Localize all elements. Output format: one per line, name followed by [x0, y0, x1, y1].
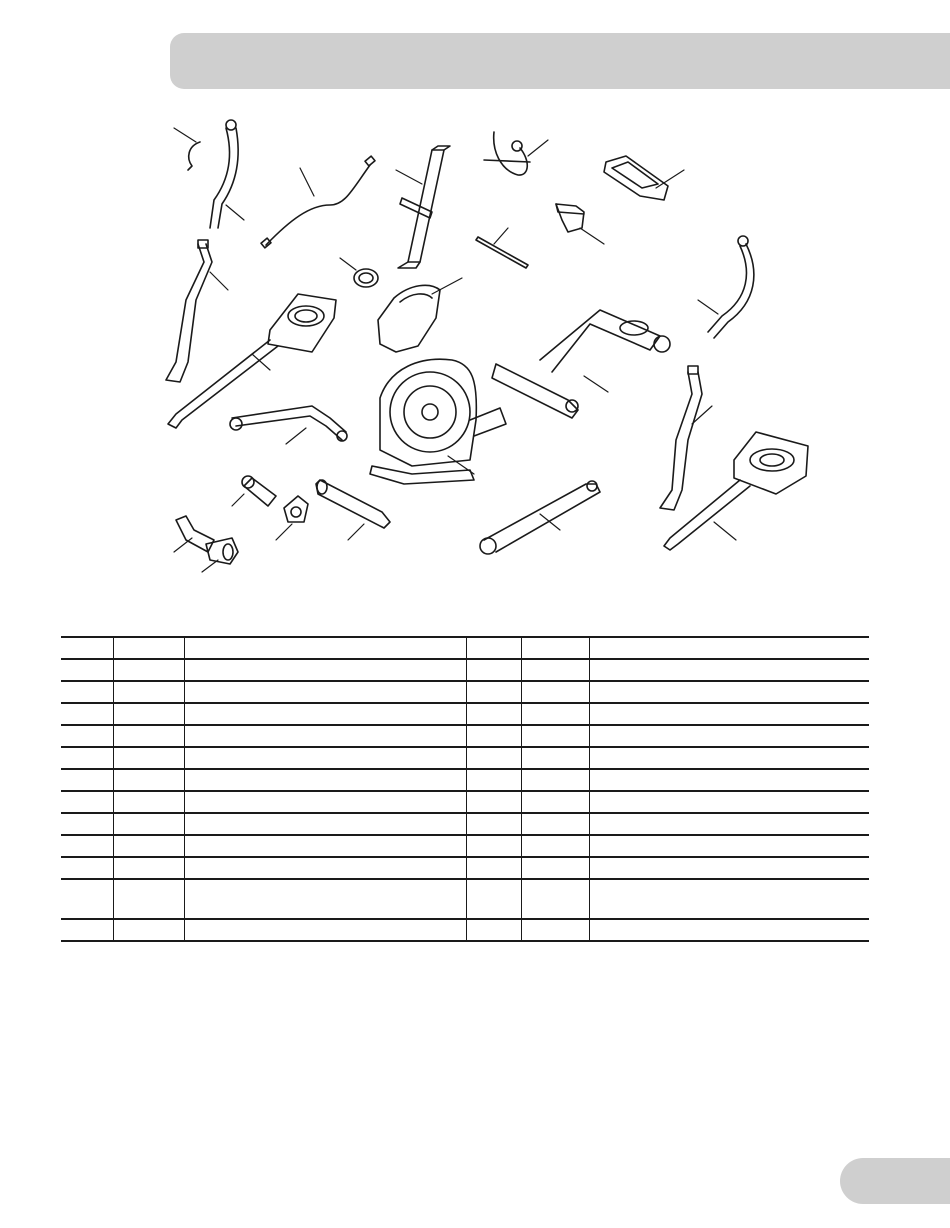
table-cell: [61, 879, 113, 919]
table-cell: [113, 703, 184, 725]
table-cell: [113, 747, 184, 769]
table-cell: [184, 919, 466, 941]
table-cell: [589, 703, 869, 725]
table-cell: [113, 659, 184, 681]
header-cell: [61, 637, 113, 659]
main-frame-base: [370, 359, 506, 484]
right-pedal-beam: [664, 432, 808, 550]
header-cell: [466, 637, 521, 659]
table-cell: [521, 703, 589, 725]
table-cell: [589, 681, 869, 703]
table-cell: [61, 703, 113, 725]
table-cell: [61, 857, 113, 879]
rear-base-stabilizer: [492, 310, 670, 418]
table-cell: [113, 791, 184, 813]
right-upright-arm: [210, 120, 244, 228]
table-cell: [184, 835, 466, 857]
table-cell: [184, 857, 466, 879]
table-header-row: [61, 637, 869, 659]
table-cell: [521, 791, 589, 813]
table-row: [61, 919, 869, 941]
table-cell: [589, 791, 869, 813]
left-crank-arm: [230, 406, 347, 444]
table-cell: [466, 791, 521, 813]
table-cell: [466, 703, 521, 725]
table-cell: [521, 769, 589, 791]
table-row: [61, 857, 869, 879]
table-cell: [589, 769, 869, 791]
table-cell: [184, 703, 466, 725]
table-cell: [466, 879, 521, 919]
table-row: [61, 703, 869, 725]
table-cell: [61, 659, 113, 681]
table-cell: [113, 835, 184, 857]
table-cell: [521, 725, 589, 747]
table-cell: [61, 681, 113, 703]
left-lower-arm: [166, 240, 228, 382]
table-cell: [466, 747, 521, 769]
crossbar-rod: [476, 228, 528, 268]
console: [604, 156, 684, 200]
header-cell: [113, 637, 184, 659]
table-cell: [589, 835, 869, 857]
table-cell: [521, 681, 589, 703]
table-cell: [521, 747, 589, 769]
table-cell: [466, 769, 521, 791]
table-cell: [113, 857, 184, 879]
table-cell: [184, 813, 466, 835]
table-cell: [521, 659, 589, 681]
table-cell: [521, 919, 589, 941]
table-cell: [589, 857, 869, 879]
table-cell: [184, 659, 466, 681]
table-row: [61, 813, 869, 835]
table-row: [61, 835, 869, 857]
page-number-tab: [840, 1158, 950, 1204]
pivot-bushing: [232, 476, 276, 506]
header-cell: [589, 637, 869, 659]
table-cell: [521, 813, 589, 835]
table-cell: [589, 879, 869, 919]
cable-clip: [174, 128, 200, 170]
right-upper-arm: [698, 236, 754, 338]
left-pedal-beam: [168, 294, 336, 428]
table-cell: [521, 835, 589, 857]
header-cell: [521, 637, 589, 659]
table-cell: [61, 791, 113, 813]
table-cell: [184, 725, 466, 747]
table-cell: [466, 835, 521, 857]
table-cell: [466, 681, 521, 703]
table-cell: [61, 919, 113, 941]
table-row: [61, 769, 869, 791]
table-cell: [589, 747, 869, 769]
elbow-joint: [174, 516, 214, 552]
table-cell: [184, 791, 466, 813]
right-lower-arm: [660, 366, 712, 510]
table-cell: [113, 813, 184, 835]
drive-shroud: [378, 278, 462, 352]
table-row: [61, 747, 869, 769]
table-cell: [466, 857, 521, 879]
parts-list-table: [61, 636, 869, 942]
table-cell: [61, 813, 113, 835]
table-cell: [589, 725, 869, 747]
header-cell: [184, 637, 466, 659]
pivot-connector: [276, 496, 308, 540]
washer-ring: [340, 258, 378, 287]
table-cell: [61, 725, 113, 747]
table-cell: [61, 747, 113, 769]
table-row: [61, 725, 869, 747]
table-cell: [184, 769, 466, 791]
table-cell: [466, 725, 521, 747]
table-cell: [61, 769, 113, 791]
table-cell: [113, 725, 184, 747]
front-post: [396, 146, 450, 268]
table-row: [61, 681, 869, 703]
joint-sleeve: [202, 538, 238, 572]
table-cell: [466, 813, 521, 835]
table-cell: [521, 879, 589, 919]
table-cell: [113, 681, 184, 703]
axle-tube: [316, 480, 390, 540]
table-row: [61, 879, 869, 919]
table-row: [61, 791, 869, 813]
upper-handlebar: [484, 132, 548, 175]
table-cell: [184, 879, 466, 919]
console-bracket: [556, 204, 604, 244]
table-cell: [184, 747, 466, 769]
table-cell: [466, 919, 521, 941]
table-cell: [589, 659, 869, 681]
table-cell: [113, 769, 184, 791]
table-cell: [113, 879, 184, 919]
table-cell: [61, 835, 113, 857]
table-cell: [466, 659, 521, 681]
table-cell: [589, 919, 869, 941]
table-cell: [184, 681, 466, 703]
table-cell: [589, 813, 869, 835]
table-row: [61, 659, 869, 681]
table-cell: [521, 857, 589, 879]
right-crank-arm: [480, 481, 600, 554]
table-cell: [113, 919, 184, 941]
sensor-wire: [261, 156, 375, 248]
